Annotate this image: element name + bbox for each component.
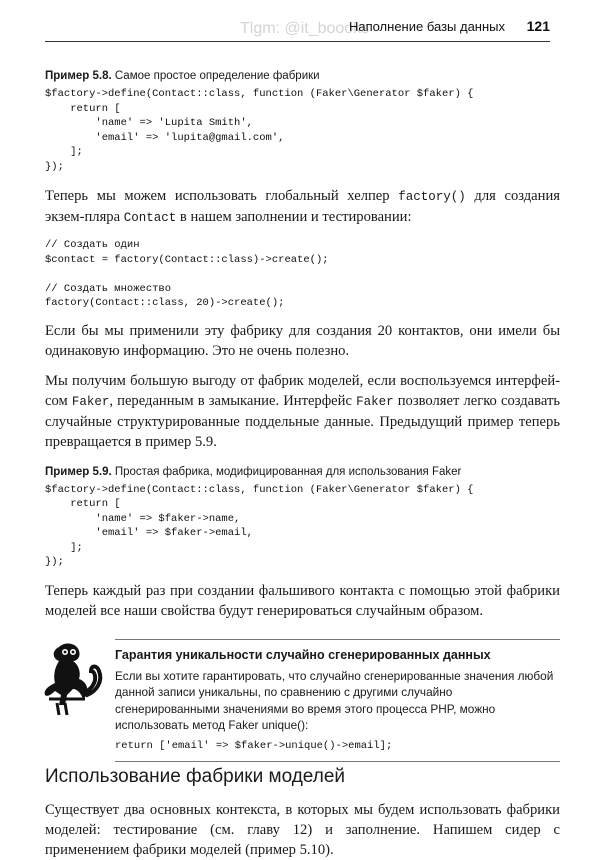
page-number: 121 xyxy=(526,18,550,34)
example-5-8-title: Самое простое определение фабрики xyxy=(114,70,320,82)
note-top-rule xyxy=(115,639,560,640)
section-heading: Использование фабрики моделей xyxy=(45,765,346,787)
code-faker-1: Faker xyxy=(71,394,110,409)
note-block xyxy=(45,639,560,754)
lemur-icon xyxy=(37,639,109,719)
paragraph-contexts: Существует два основных контекста, в которых мы будем использовать фабрики моделей: тестирование (см. главу 12) и заполнение. Напишем сидер с применением фабрики моделей (пример 5.10). xyxy=(45,801,560,858)
paragraph-random: Теперь каждый раз при создании фальшивого контакта с помощью этой фабрики моделей все наши свойства будут генерироваться случайным образом. xyxy=(45,582,560,619)
example-5-9-code: $factory->define(Contact::class, function (Faker\Generator $faker) { return [ 'name' => $faker->name, 'email' => $faker->email, ]; }); xyxy=(45,483,474,568)
note-box xyxy=(115,639,560,763)
paragraph-same-info: Если бы мы применили эту фабрику для создания 20 контактов, они имели бы одинаковую информацию. Это не очень полезно. xyxy=(45,322,560,359)
para3-text-1: Мы получим большую выгоду от фабрик моделей, если воспользуемся интерфей-сом xyxy=(45,372,560,409)
example-5-9-label: Пример 5.9. xyxy=(45,465,112,478)
example-5-8-label: Пример 5.8. xyxy=(45,70,112,82)
note-body: Если вы хотите гарантировать, что случайно сгенерированные значения любой данной записи уникальны, по сравнению с другими случайно сгенерированными значениями во время этого процесса PHP, можно использовать метод Faker unique(): xyxy=(115,668,554,732)
running-title: Наполнение базы данных xyxy=(348,19,505,34)
para1-text-2: для создания экзем-пляра xyxy=(45,188,560,225)
para1-text-1: Теперь мы можем использовать глобальный хелпер xyxy=(45,188,399,204)
example-5-9-caption xyxy=(45,466,560,478)
para1-text-3: в нашем заполнении и тестировании: xyxy=(176,209,412,225)
para3-text-3: позволяет легко создавать случайные структурированные поддельные данные. Предыдущий пример теперь превращается в пример 5.9. xyxy=(45,392,560,450)
note-bottom-rule xyxy=(115,761,560,762)
para3-text-2: , переданным в замыкание. Интерфейс xyxy=(109,392,357,409)
page-header xyxy=(0,12,600,42)
example-5-8-caption xyxy=(45,70,560,82)
note-title: Гарантия уникальности случайно сгенерированных данных xyxy=(115,647,491,662)
paragraph-faker xyxy=(45,371,560,452)
code-faker-2: Faker xyxy=(356,394,394,409)
example-5-8-code: $factory->define(Contact::class, function (Faker\Generator $faker) { return [ 'name' => 'Lupita Smith', 'email' => 'lupita@gmail.com', ]; }); xyxy=(45,88,474,173)
note-code: return ['email' => $faker->unique()->email]; xyxy=(115,739,393,752)
code-factory-fn: factory() xyxy=(398,190,466,204)
watermark: Tlgm: @it_boooks xyxy=(240,20,370,37)
usage-code: // Создать один $contact = factory(Contact::class)->create(); // Создать множество factory(Contact::class, 20)->create(); xyxy=(45,239,329,309)
code-contact: Contact xyxy=(123,211,177,225)
example-5-9-title: Простая фабрика, модифицированная для использования Faker xyxy=(114,465,462,478)
page-content xyxy=(45,70,560,860)
paragraph-factory-helper xyxy=(45,186,560,228)
header-rule xyxy=(45,41,550,42)
